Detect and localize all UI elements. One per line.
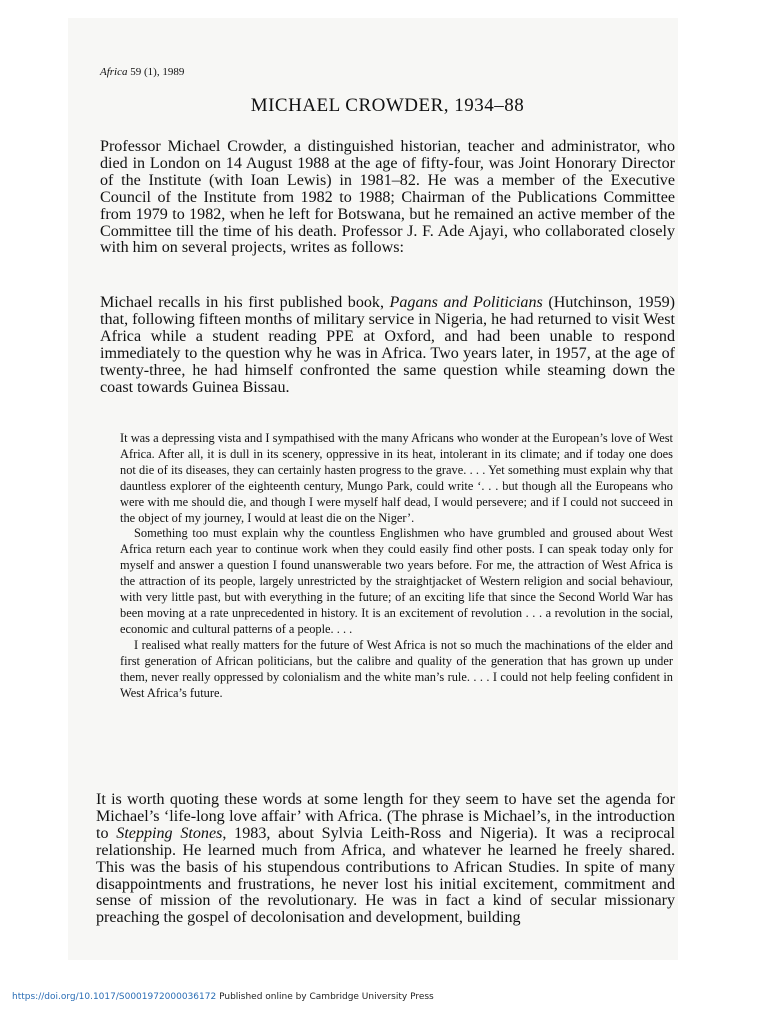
quoting-text-end: , 1983, about Sylvia Leith-Ross and Nigeria). It was a reciprocal relationship. He learned much from Africa, and whatever he learned he freely shared. This was the basis of his stupendous contributions to African Studies. In spite of many disappointments and frustrations, he never lost his initial excitement, commitment and sense of mission of the revolutionary. He was in fact a kind of secular missionary preaching the gospel of decolonisation and development, building: [96, 824, 675, 927]
book-title-pagans-and-politicians: Pagans and Politicians: [389, 294, 543, 311]
recalls-paragraph: [100, 295, 675, 396]
journal-title: Africa: [100, 66, 128, 78]
doi-footer: [12, 992, 434, 1002]
quoting-text-start: It is worth quoting these words at some length for they seem to have set the agenda for Michael’s ‘life-long love affair’ with Africa. (The phrase is Michael’s, in the introduction to: [96, 791, 675, 842]
recalls-text-end: (Hutchinson, 1959) that, following fifteen months of military service in Nigeria, he had returned to visit West Africa while a student reading PPE at Oxford, and had been unable to respond immediately to the question why he was in Africa. Two years later, in 1957, at the age of twenty-three, he had himself confronted the same question while steaming down the coast towards Guinea Bissau.: [100, 294, 676, 396]
intro-paragraph: Professor Michael Crowder, a distinguished historian, teacher and administrator, who died in London on 14 August 1988 at the age of fifty-four, was Joint Honorary Director of the Institute (with Ioan Lewis) in 1981–82. He was a member of the Executive Council of the Institute from 1982 to 1988; Chairman of the Publications Committee from 1979 to 1982, when he left for Botswana, but he remained an active member of the Committee till the time of his death. Professor J. F. Ade Ajayi, who collaborated closely with him on several projects, writes as follows:: [100, 138, 675, 257]
recalls-text-start: Michael recalls in his first published book,: [100, 294, 390, 311]
article-title: MICHAEL CROWDER, 1934–88: [250, 95, 525, 116]
quoting-paragraph: [96, 792, 675, 927]
quote-paragraph: Something too must explain why the countless Englishmen who have grumbled and groused about West Africa return each year to continue work when they could easily find other posts. I can speak today only for myself and answer a question I found unanswerable two years before. For me, the attraction of West Africa is the attraction of its people, largely unrestricted by the straightjacket of Western religion and social behaviour, with very little past, but with everything in the future; of an exciting life that since the Second World War has been moving at a rate unprecedented in history. It is an excitement of revolution . . . a revolution in the social, economic and cultural patterns of a people. . . .: [120, 526, 673, 636]
book-title-stepping-stones: Stepping Stones: [116, 824, 223, 842]
doi-link[interactable]: https://doi.org/10.1017/S0001972000036172: [12, 992, 217, 1002]
journal-volume-issue: 59 (1), 1989: [130, 66, 185, 78]
quote-paragraph: It was a depressing vista and I sympathised with the many Africans who wonder at the European’s love of West Africa. After all, it is dull in its scenery, oppressive in its heat, intolerant in its climate; and if today one does not die of its diseases, they can certainly hasten progress to the grave. . . . Yet something must explain why that dauntless explorer of the eighteenth century, Mungo Park, could write ‘. . . but though all the Europeans who were with me should die, and though I were myself half dead, I would persevere; and if I could not succeed in the object of my journey, I would at least die on the Niger’.: [120, 431, 673, 525]
published-online-text: Published online by Cambridge University Press: [219, 992, 434, 1002]
journal-reference: [100, 66, 184, 78]
block-quote: [120, 431, 673, 701]
quote-paragraph: I realised what really matters for the future of West Africa is not so much the machinations of the elder and first generation of African politicians, but the calibre and quality of the generation that has grown up under them, never really oppressed by colonialism and the white man’s rule. . . . I could not help feeling confident in West Africa’s future.: [120, 637, 673, 700]
